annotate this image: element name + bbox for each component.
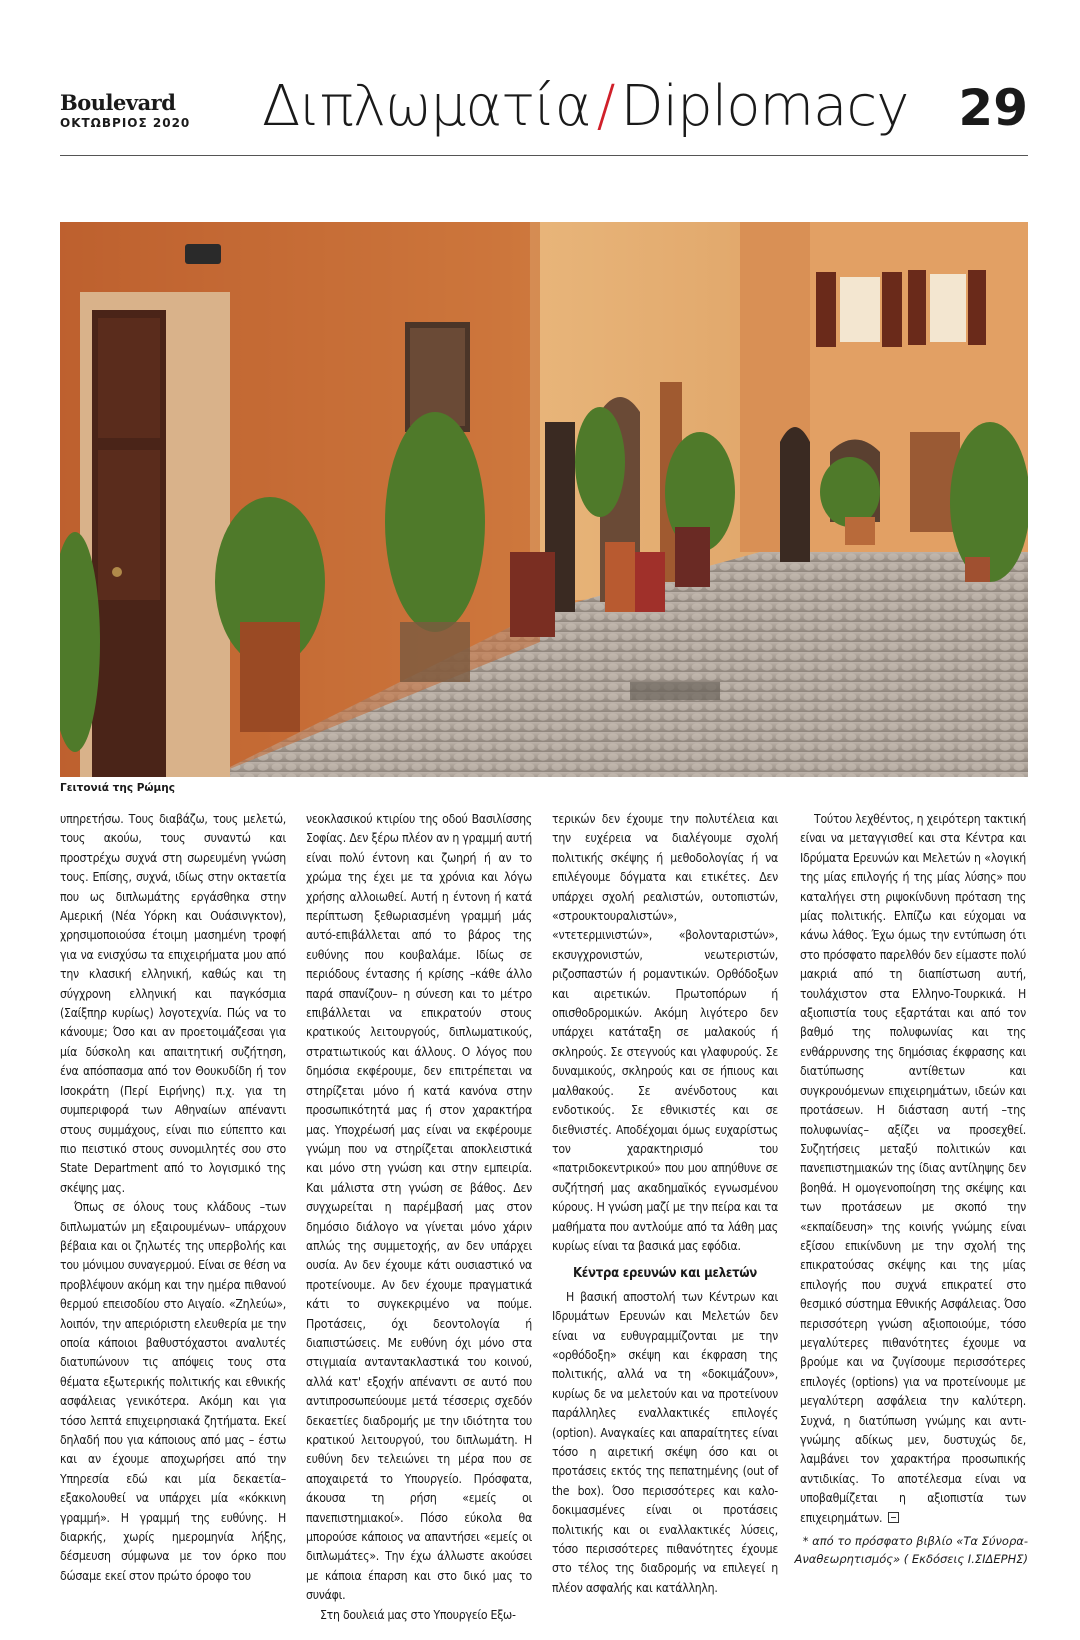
page-number: 29 bbox=[958, 79, 1028, 137]
photo-caption: Γειτονιά της Ρώμης bbox=[60, 782, 175, 794]
paragraph: Όπως σε όλους τους κλάδους –των διπλωματών μη εξαιρουμένων– υπάρχουν βέβαια και οι ζηλωτές της υπερβολής και του μόνιμου συναγερμού. Είναι σε θέση να προβλέψουν ακόμη και την ημέρα πιθανού θερμού επεισοδίου στο Αιγαίο. «Ζηλεύω», λοιπόν, την απεριόριστη ελευθερία με την οποία κάποιοι βαθυστόχαστοι αναλυτές διατυπώνουν τις απόψεις τους στα θέματα εξωτερικής πολιτικής και εθνικής ασφάλειας γενικότερα. Ακόμη και για τόσο λεπτά επιχειρησιακά ζητήματα. Εκεί δηλαδή που για κάποιους από μας – έστω και αν έχουμε αποχωρήσει από την Υπηρεσία εδώ και μία δεκαετία– εξακολουθεί να υπάρχει μία «κόκκινη γραμμή». Η γραμμή της ευθύνης. Η διαρκής, χωρίς ημερομηνία λήξης, δέσμευση σύμφωνα με τον όρκο που δώσαμε εκεί στον πρώτο όροφο του bbox=[60, 1200, 286, 1583]
footnote-line: Αναθεωρητισμός» ( Εκδόσεις Ι.ΣΙΔΕΡΗΣ) bbox=[794, 1552, 1028, 1566]
section-title-separator: / bbox=[596, 74, 615, 139]
paragraph-text: Τούτου λεχθέντος, η χειρότερη τακτική είναι να μεταγγισθεί και στα Κέντρα και Ιδρύματα Ερευνών και Μελετών η «λογική της μίας επιλογής ή της μίας λύσης» που καταλήγει στη ριψοκίνδυνη πρόταση της μίας πολιτικής. Ελπίζω και εύχομαι να κάνω λάθος. Έχω όμως την εντύπωση ότι στο πρόσφατο παρελθόν δεν είμαστε πολύ μακριά από τη διαπίστωση αυτή, τουλάχιστον στα Ελληνο-Τουρκικά. Η αξιοπιστία τους εξαρτάται και από τον βαθμό της πολυφωνίας και της ενθάρρυνσης της δημόσιας έκφρασης και διατύπωσης αντίθετων και συγκρουόμενων επιχειρημάτων, ιδεών και προτάσεων. Η διάσταση αυτή –της πολυφωνίας– αξίζει να προσεχθεί. Συζητήσεις μεταξύ πολιτικών και πανεπιστημιακών της ίδιας αντίληψης δεν βοηθά. Η ομογενοποίηση της σκέψης και των προτάσεων με σκοπό την «εκπαίδευση» της κοινής γνώμης είναι εξίσου επικίνδυνη με την σχολή της επικρατούσας σκέψης και της μίας επιλογής που συχνά επικρατεί στο θεσμικό σύστημα Εθνικής Ασφάλειας. Όσο περισσότερη γνώση αξιοποιούμε, τόσο μεγαλύτερες πιθανότητες έχουμε να βρούμε και να ζυγίσουμε περισσότερες επιλογές (options) για να προτείνουμε με μεγαλύτερη ασφάλεια την καλύτερη. Συχνά, η διατύπωση γνώμης και αντι-γνώμης αδίκως μεν, δυστυχώς δε, λαμβάνει τον χαρακτήρα προσωπικής αντιδικίας. Το αποτέλεσμα είναι να υποβαθμίζεται η αξιοπιστία των επιχειρημάτων. bbox=[800, 812, 1026, 1525]
subheading: Κέντρα ερευνών και μελετών bbox=[572, 1266, 758, 1282]
footnote bbox=[790, 1532, 1028, 1568]
footnote-line: * από το πρόσφατο βιβλίο «Τα Σύνορα- bbox=[802, 1534, 1028, 1548]
article-column-4 bbox=[800, 810, 1026, 1528]
paragraph bbox=[800, 810, 1026, 1528]
paragraph: Στη δουλειά μας στο Υπουργείο Εξω- bbox=[320, 1607, 516, 1622]
article-photo bbox=[60, 222, 1028, 777]
section-title bbox=[262, 72, 908, 142]
masthead bbox=[60, 92, 190, 130]
section-title-english: Diplomacy bbox=[620, 74, 909, 139]
paragraph: τερικών δεν έχουμε την πολυτέλεια και την ευχέρεια να διαλέγουμε σχολή πολιτικής σκέψης ή μεθοδολογίας ή να επιλέγουμε δόγματα και ετικέτες. Δεν υπάρχει σχολή ρεαλιστών, ουτοπιστών, «στρουκτουραλιστών», «ντετερμινιστών», «βολονταριστών», εκσυγχρονιστών, νεωτεριστών, ριζοσπαστών ή ρομαντικών. Ορθόδοξων και αιρετικών. Πρωτοπόρων ή οπισθοδρομικών. Ακόμη λιγότερο δεν υπάρχει κατάταξη σε μαλακούς ή σκληρούς. Σε στεγνούς και γλαφυρούς. Σε δυναμικούς, σκληρούς και σε ήπιους και μαλθακούς. Σε ανένδοτους και ενδοτικούς. Σε εθνικιστές και σε διεθνιστές. Αποδέχομαι όμως ευχαρίστως τον χαρακτηρισμό του «πατριδοκεντρικού» που μου απηύθυνε σε συζήτησή μας ακαδημαϊκός εγνωσμένου κύρους. Η γνώση μαζί με την πείρα και τα μαθήματα που αντλούμε από τα λάθη μας κυρίως είναι τα βασικά μας εφόδια. bbox=[552, 812, 778, 1253]
article-column-1 bbox=[60, 810, 286, 1586]
paragraph: Η βασική αποστολή των Κέντρων και Ιδρυμάτων Ερευνών και Μελετών δεν είναι να ευθυγραμμίζονται με την «ορθόδοξη» σκέψη και έκφραση της πολιτικής, αλλά να τη «δοκιμάζουν», κυρίως δε να μελετούν και να προτείνουν παράλληλες εναλλακτικές επιλογές (option). Αναγκαίες και απαραίτητες είναι τόσο η αιρετική σκέψη όσο και οι προτάσεις εκτός της πεπατημένης (out of the box). Όσο περισσότερες και καλο-δοκιμασμένες είναι οι προτάσεις πολιτικής και οι εναλλακτικές λύσεις, τόσο περισσότερες πιθανότητες έχουμε στο τέλος της διαδρομής να επιλεγεί η πλέον ασφαλής και κατάλληλη. bbox=[552, 1289, 778, 1595]
issue-date: ΟΚΤΩΒΡΙΟΣ 2020 bbox=[60, 116, 191, 130]
article-column-3 bbox=[552, 810, 778, 1598]
article-column-2 bbox=[306, 810, 532, 1625]
header-divider bbox=[60, 155, 1028, 156]
paragraph: νεοκλασικού κτιρίου της οδού Βασιλίσσης Σοφίας. Δεν ξέρω πλέον αν η γραμμή αυτή είναι πολύ έντονη και ζωηρή ή αν το χρώμα της έχει με τα χρόνια και λόγω χρήσης αλλοιωθεί. Αυτή η έντονη ή κατά περίπτωση ξεθωριασμένη γραμμή μάς αυτό-επιβάλλεται από το βάρος της ευθύνης που κουβαλάμε. Ιδίως σε περιόδους έντασης ή κρίσης –κάθε άλλο παρά σπανίζουν– η σύνεση και το μέτρο επιβάλλεται να επικρατούν στους κρατικούς λειτουργούς, διπλωματικούς, στρατιωτικούς και άλλους. Ο λόγος που δημόσια εκφέρουμε, δεν επιτρέπεται να στηρίζεται μόνο ή κατά κανόνα στην προσωπικότητά μας ή στον χαρακτήρα μας. Υποχρέωσή μας είναι να εκφέρουμε γνώμη που να στηρίζεται αποκλειστικά και μόνο στη γνώση και στην εμπειρία. Και μάλιστα στη γνώση σε βάθος. Δεν συγχωρείται η παρέμβασή μας στον δημόσιο διάλογο να γίνεται μόνο χάριν απλώς της συμμετοχής, αν δεν υπάρχει ουσία. Αν δεν έχουμε κάτι ουσιαστικό να προτείνουμε. Αν δεν έχουμε πραγματικά κάτι το συγκεκριμένο να πούμε. Προτάσεις, όχι δεοντολογία ή διαπιστώσεις. Με ευθύνη όχι μόνο στα στιγμιαία ανταντακλαστικά του κοινού, αλλά κατ' εξοχήν απέναντι σε αυτό που αντιπροσωπεύουμε μετά τέσσερις σχεδόν δεκαετίες διαδρομής με την ιδιότητα του κρατικού λειτουργού, του διπλωμάτη. Η ευθύνη δεν τελειώνει τη μέρα που σε αποχαιρετά το Υπουργείο. Πρόσφατα, άκουσα τη ρήση «εμείς οι πανεπιστημιακοί». Πόσο εύκολα θα μπορούσε κάποιος να απαντήσει «εμείς οι διπλωμάτες». Την έχω άλλωστε ακούσει με κάποια έπαρση και στο δικό μας το συνάφι. bbox=[306, 812, 532, 1603]
paragraph: υπηρετήσω. Τους διαβάζω, τους μελετώ, τους ακούω, τους συναντώ και προστρέχω συχνά στη σωρευμένη γνώση τους. Επίσης, συχνά, ιδίως στην οκταετία που ως διπλωμάτης εργάσθηκα στην Αμερική (Νέα Υόρκη και Ουάσινγκτον), χρησιμοποιούσα έτοιμη μασημένη τροφή για να ενισχύσω τα επιχειρήματα μου από την κλασική ελληνική, καθώς και τη σύγχρονη ελληνική και παγκόσμια (Σαίξπηρ κυρίως) λογοτεχνία. Πώς να το κάνουμε; Όσο και αν προετοιμάζεσαι για μία δύσκολη και απαιτητική συζήτηση, ένα απόσπασμα από τον Θουκυδίδη ή τον Ισοκράτη (Περί Ειρήνης) π.χ. για τη συμπεριφορά των Αθηναίων απέναντι στους συμμάχους, είναι πιο εύπεπτο και πιο πειστικό στους συνομιλητές σου στο State Department από το λογισμικό της σκέψης μας. bbox=[60, 812, 286, 1195]
brand-name: Boulevard bbox=[60, 90, 176, 115]
section-title-greek: Διπλωματία bbox=[262, 74, 591, 139]
end-of-article-icon bbox=[888, 1512, 899, 1523]
